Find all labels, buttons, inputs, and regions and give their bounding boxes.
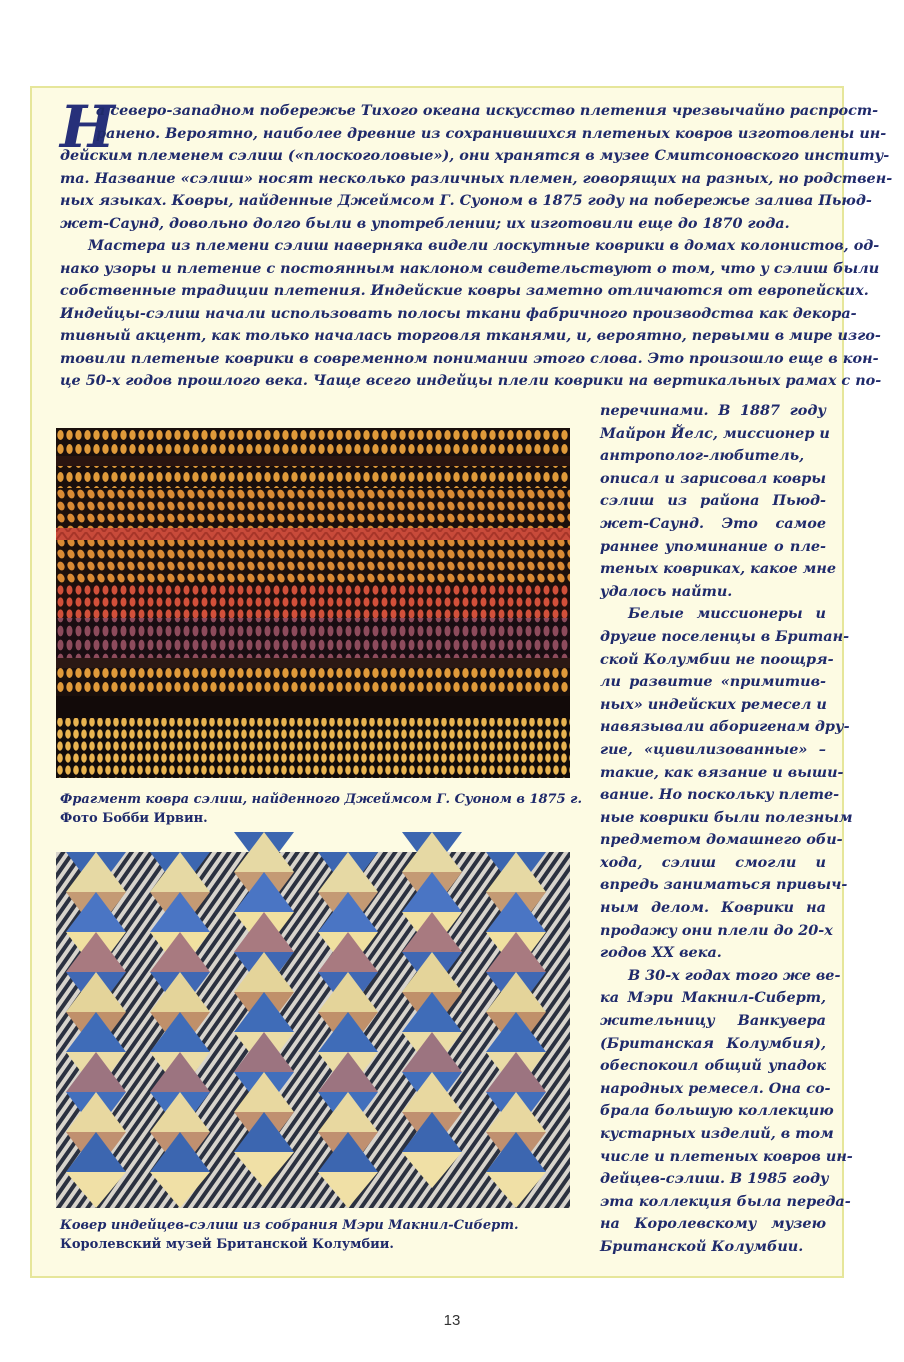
column-line: числе и плетеных ковров ин-: [600, 1147, 853, 1165]
column-line: эта коллекция была переда-: [600, 1192, 851, 1210]
photo-caption-2: [60, 1216, 519, 1254]
column-line: гие, «цивилизованные» –: [600, 740, 826, 758]
column-line: такие, как вязание и выши-: [600, 763, 844, 781]
column-line: раннее упоминание о пле-: [600, 537, 826, 555]
column-line: предметом домашнего оби-: [600, 831, 843, 849]
column-line: кустарных изделий, в том: [600, 1125, 834, 1142]
column-line: на Королевскому музею: [600, 1215, 826, 1233]
intro-line: товили плетеные коврики в современном понимании этого слова. Это произошло еще в кон-: [60, 349, 879, 367]
column-line: (Британская Колумбия),: [600, 1034, 826, 1052]
intro-line: ранено. Вероятно, наиболее древние из сохранившихся плетеных ковров изготовлены ин-: [96, 124, 887, 142]
column-line: антрополог-любитель,: [600, 447, 805, 465]
column-line: Британской Колумбии.: [600, 1237, 804, 1255]
column-line: вание. Но поскольку плете-: [600, 786, 840, 804]
intro-line: а северо-западном побережье Тихого океана искусство плетения чрезвычайно распрост-: [96, 102, 879, 119]
column-line: брала большую коллекцию: [600, 1102, 834, 1120]
photo-caption-1: [60, 790, 582, 828]
column-line: описал и зарисовал ковры: [600, 469, 826, 487]
intro-line: жет-Саунд, довольно долго были в употреблении; их изготовили еще до 1870 года.: [60, 214, 790, 232]
column-line: Белые миссионеры и: [628, 605, 826, 623]
caption-text: Ковер индейцев-сэлиш из собрания Мэри Макнил-Сиберт.: [60, 1218, 519, 1233]
intro-line: Индейцы-сэлиш начали использовать полосы ткани фабричного производства как декора-: [60, 304, 857, 322]
column-line: теных ковриках, какое мне: [600, 560, 836, 578]
column-line: дейцев-сэлиш. В 1985 году: [600, 1170, 829, 1188]
column-line: впредь заниматься привыч-: [600, 876, 848, 894]
intro-line: дейским племенем сэлиш («плоскоголовые»), они хранятся в музее Смитсоновского институ-: [60, 147, 890, 164]
column-line: удалось найти.: [600, 582, 733, 600]
intro-line: нако узоры и плетение с постоянным наклоном свидетельствуют о том, что у сэлиш были: [60, 259, 880, 277]
column-line: годов XX века.: [600, 944, 722, 962]
column-line: другие поселенцы в Британ-: [600, 627, 850, 645]
intro-line: Мастера из племени сэлиш наверняка видели лоскутные коврики в домах колонистов, од-: [88, 237, 880, 254]
column-line: В 30-х годах того же ве-: [628, 966, 841, 984]
column-line: ных» индейских ремесел и: [600, 695, 827, 713]
column-line: навязывали аборигенам дру-: [600, 718, 850, 736]
caption-text: Фрагмент ковра сэлиш, найденного Джеймсом Г. Суоном в 1875 г.: [60, 792, 583, 807]
drop-cap: Н: [60, 93, 115, 161]
column-line: ли развитие «примитив-: [600, 673, 826, 691]
column-line: Майрон Йелс, миссионер и: [600, 424, 830, 442]
column-line: народных ремесел. Она со-: [600, 1079, 831, 1097]
column-line: хода, сэлиш смогли и: [600, 853, 826, 871]
intro-text: [60, 93, 893, 393]
column-line: перечинами. В 1887 году: [600, 402, 826, 419]
column-line: ской Колумбии не поощря-: [600, 650, 834, 668]
intro-line: це 50-х годов прошлого века. Чаще всего индейцы плели коврики на вертикальных рамах с по-: [60, 372, 882, 389]
intro-line: тивный акцент, как только началась торговля тканями, и, вероятно, первыми в мире изго-: [60, 327, 881, 344]
column-line: ные коврики были полезным: [600, 808, 853, 826]
column-line: ным делом. Коврики на: [600, 899, 826, 917]
intro-line: ных языках. Ковры, найденные Джеймсом Г. Суоном в 1875 году на побережье залива Пьюд-: [60, 192, 872, 209]
column-line: жительницу Ванкувера: [600, 1012, 826, 1030]
column-line: ка Мэри Макнил-Сиберт,: [600, 989, 826, 1007]
right-column-text: [600, 400, 853, 1259]
column-line: продажу они плели до 20-х: [600, 921, 833, 939]
page-number: 13: [443, 1312, 461, 1329]
caption-credit: Фото Бобби Ирвин.: [60, 811, 208, 826]
triangle-rug-photo: [56, 852, 570, 1208]
caption-credit: Королевский музей Британской Колумбии.: [60, 1237, 394, 1252]
rug-fragment-photo: [56, 428, 570, 778]
intro-line: та. Название «сэлиш» носят несколько различных племен, говорящих на разных, но родствен-: [60, 169, 893, 187]
column-line: обеспокоил общий упадок: [600, 1057, 826, 1075]
column-line: сэлиш из района Пьюд-: [600, 492, 826, 510]
column-line: жет-Саунд. Это самое: [600, 514, 826, 532]
intro-line: собственные традиции плетения. Индейские ковры заметно отличаются от европейских.: [60, 282, 869, 299]
